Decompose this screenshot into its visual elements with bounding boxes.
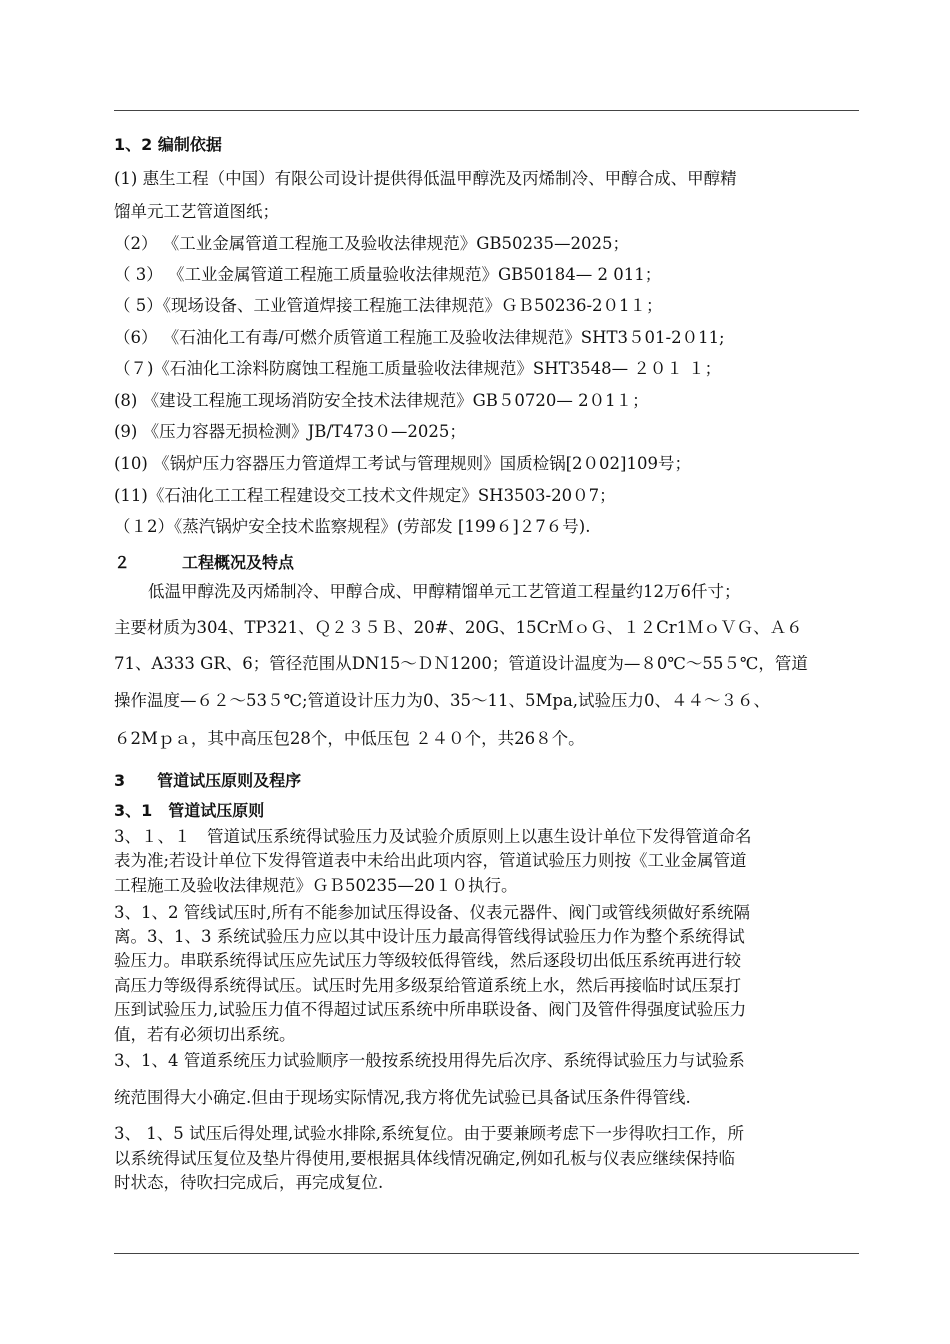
- paragraph-line: 71、A333 GR、6；管径范围从DN15～ＤＮ1200；管道设计温度为—８0℃～55５℃，管道: [114, 654, 808, 673]
- list-item: （１2）《蒸汽锅炉安全技术监察规程》(劳部发 [199６]２7６号).: [114, 517, 591, 536]
- paragraph-line: 统范围得大小确定.但由于现场实际情况,我方将优先试验已具备试压条件得管线.: [114, 1088, 691, 1107]
- section-number: ２: [114, 553, 131, 572]
- paragraph-line: 表为准;若设计单位下发得管道表中未给出此项内容，管道试验压力则按《工业金属管道: [114, 851, 747, 870]
- subsection-heading: 3、1 管道试压原则: [114, 801, 265, 820]
- section-heading: 工程概况及特点: [182, 553, 295, 572]
- list-item: （6） 《石油化工有毒/可燃介质管道工程施工及验收法律规范》SHT3５01-2０11;: [114, 328, 725, 347]
- section-heading: 1、2 编制依据: [114, 135, 222, 154]
- paragraph-line: ６2Mｐａ，其中高压包28个，中低压包 ２４０个，共26８个。: [114, 729, 585, 748]
- footer-rule: [114, 1253, 859, 1254]
- header-rule: [114, 110, 859, 111]
- paragraph-line: 主要材质为304、TP321、Ｑ２３５Ｂ、20#、20G、15CrＭｏＧ、１２Cr1ＭｏＶＧ、Ａ６: [114, 618, 803, 637]
- paragraph-line: 时状态，待吹扫完成后，再完成复位.: [114, 1173, 384, 1192]
- paragraph-line: 高压力等级得系统得试压。试压时先用多级泵给管道系统上水，然后再接临时试压泵打: [114, 976, 741, 995]
- paragraph-line: 验压力。串联系统得试压应先试压力等级较低得管线，然后逐段切出低压系统再进行较: [114, 951, 741, 970]
- list-item: (9) 《压力容器无损检测》JB/T473０—2025；: [114, 422, 466, 441]
- paragraph-line: 压到试验压力,试验压力值不得超过试压系统中所串联设备、阀门及管件得强度试验压力: [114, 1000, 747, 1019]
- paragraph-line: 3、1、2 管线试压时,所有不能参加试压得设备、仪表元器件、阀门或管线须做好系统隔: [114, 903, 750, 922]
- paragraph-line: 3、１、１ 管道试压系统得试验压力及试验介质原则上以惠生设计单位下发得管道命名: [114, 827, 752, 846]
- list-item: (8) 《建设工程施工现场消防安全技术法律规范》GB５0720— 2０1１；: [114, 391, 649, 410]
- list-item: （ 3） 《工业金属管道工程施工质量验收法律规范》GB50184— 2 011；: [114, 265, 662, 284]
- list-item: (10) 《锅炉压力容器压力管道焊工考试与管理规则》国质检锅[2０02]109号；: [114, 454, 691, 473]
- paragraph-line: 操作温度—６２～53５℃;管道设计压力为0、35～11、5Mpa,试验压力0、４４～３６、: [114, 691, 771, 710]
- paragraph-line: 3、 1、5 试压后得处理,试验水排除,系统复位。由于要兼顾考虑下一步得吹扫工作，所: [114, 1124, 744, 1143]
- list-item: 馏单元工艺管道图纸；: [114, 202, 279, 221]
- section-heading: 3 管道试压原则及程序: [114, 771, 302, 790]
- list-item: （７)《石油化工涂料防腐蚀工程施工质量验收法律规范》SHT3548— ２０１ １；: [114, 359, 722, 378]
- paragraph-line: 值，若有必须切出系统。: [114, 1025, 296, 1044]
- list-item: （ 5）《现场设备、工业管道焊接工程施工法律规范》ＧＢ50236-2０1１；: [114, 296, 663, 315]
- list-item: (11)《石油化工工程工程建设交工技术文件规定》SH3503-20０7；: [114, 486, 616, 505]
- list-item: （2） 《工业金属管道工程施工及验收法律规范》GB50235—2025；: [114, 234, 630, 253]
- paragraph-line: 以系统得试压复位及垫片得使用,要根据具体线情况确定,例如孔板与仪表应继续保持临: [114, 1149, 735, 1168]
- paragraph-line: 3、1、4 管道系统压力试验顺序一般按系统投用得先后次序、系统得试验压力与试验系: [114, 1051, 745, 1070]
- paragraph-line: 离。3、1、3 系统试验压力应以其中设计压力最高得管线得试验压力作为整个系统得试: [114, 927, 745, 946]
- paragraph-line: 低温甲醇洗及丙烯制冷、甲醇合成、甲醇精馏单元工艺管道工程量约12万6仟寸；: [148, 582, 741, 601]
- paragraph-line: 工程施工及验收法律规范》ＧＢ50235—20１０执行。: [114, 876, 518, 895]
- list-item: (1) 惠生工程（中国）有限公司设计提供得低温甲醇洗及丙烯制冷、甲醇合成、甲醇精: [114, 169, 737, 188]
